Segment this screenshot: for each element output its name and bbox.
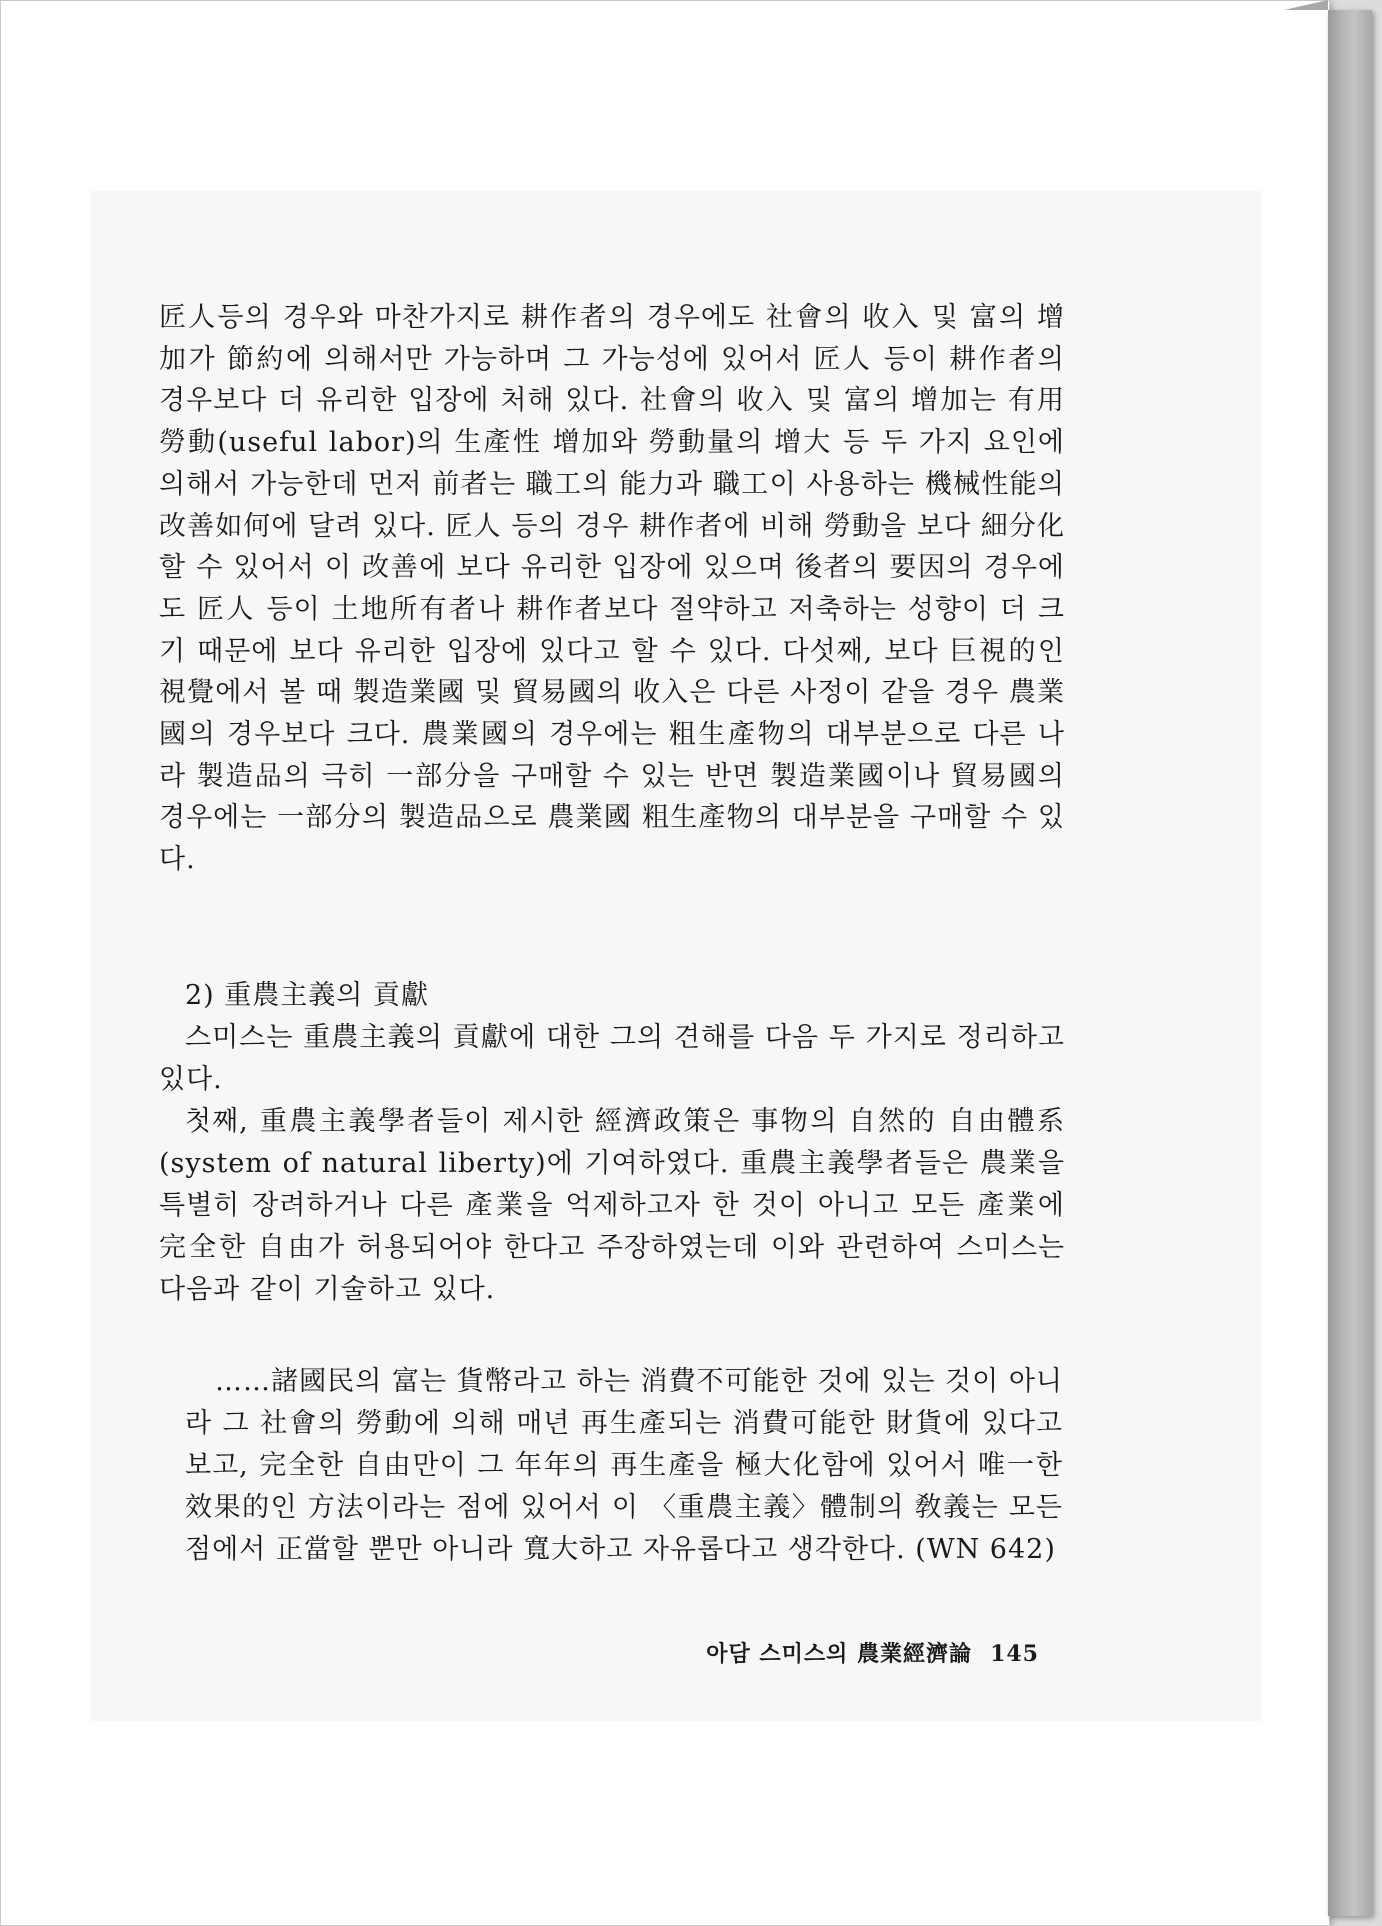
page-number: 145 — [990, 1641, 1039, 1667]
block-quote: ……諸國民의 富는 貨幣라고 하는 消費不可能한 것에 있는 것이 아니라 그 社會의 勞動에 의해 매년 再生產되는 消費可能한 財貨에 있다고 보고, 完全한 自由만이 그 年年의 再生產을 極大化함에 있어서 唯一한 效果的인 方法이라는 점에 있어서 이 〈重農主義〉體制의 敎義는 모든 점에서 正當할 뿐만 아니라 寬大하고 자유롭다고 생각한다. (WN 642) — [185, 1366, 1063, 1565]
running-title: 아담 스미스의 農業經濟論 — [706, 1641, 973, 1667]
section-heading: 2) 重農主義의 貢獻 — [185, 980, 429, 1011]
paragraph-text: 匠人등의 경우와 마찬가지로 耕作者의 경우에도 社會의 收入 및 富의 增加가 節約에 의해서만 가능하며 그 가능성에 있어서 匠人 등이 耕作者의 경우보다 더 유리한 입장에 처해 있다. 社會의 收入 및 富의 增加는 有用勞動(useful labor)의 生產性 增加와 勞動量의 增大 등 두 가지 요인에 의해서 가능한데 먼저 前者는 職工의 能力과 職工이 사용하는 機械性能의 改善如何에 달려 있다. 匠人 등의 경우 耕作者에 비해 勞動을 보다 細分化할 수 있어서 이 改善에 보다 유리한 입장에 있으며 後者의 要因의 경우에도 匠人 등이 土地所有者나 耕作者보다 절약하고 저축하는 성향이 더 크기 때문에 보다 유리한 입장에 있다고 할 수 있다. 다섯째, 보다 巨視的인 視覺에서 볼 때 製造業國 및 貿易國의 收入은 다른 사정이 같을 경우 農業國의 경우보다 크다. 農業國의 경우에는 粗生產物의 대부분으로 다른 나라 製造品의 극히 一部分을 구매할 수 있는 반면 製造業國이나 貿易國의 경우에는 一部分의 製造品으로 農業國 粗生產物의 대부분을 구매할 수 있다. — [159, 302, 1065, 876]
body-paragraph-1 — [159, 297, 1065, 881]
page-footer — [706, 1637, 1039, 1668]
paragraph-text: 첫째, 重農主義學者들이 제시한 經濟政策은 事物의 自然的 自由體系(system of natural liberty)에 기여하였다. 重農主義學者들은 農業을 특별히 장려하거나 다른 產業을 억제하고자 한 것이 아니고 모든 產業에 完全한 自由가 허용되어야 한다고 주장하였는데 이와 관련하여 스미스는 다음과 같이 기술하고 있다. — [159, 1106, 1065, 1305]
body-paragraph-3 — [159, 1101, 1065, 1311]
page-edge-shadow — [1328, 10, 1372, 1916]
body-paragraph-2 — [159, 1017, 1065, 1101]
paragraph-text: 스미스는 重農主義의 貢獻에 대한 그의 견해를 다음 두 가지로 정리하고 있다. — [159, 1022, 1065, 1095]
